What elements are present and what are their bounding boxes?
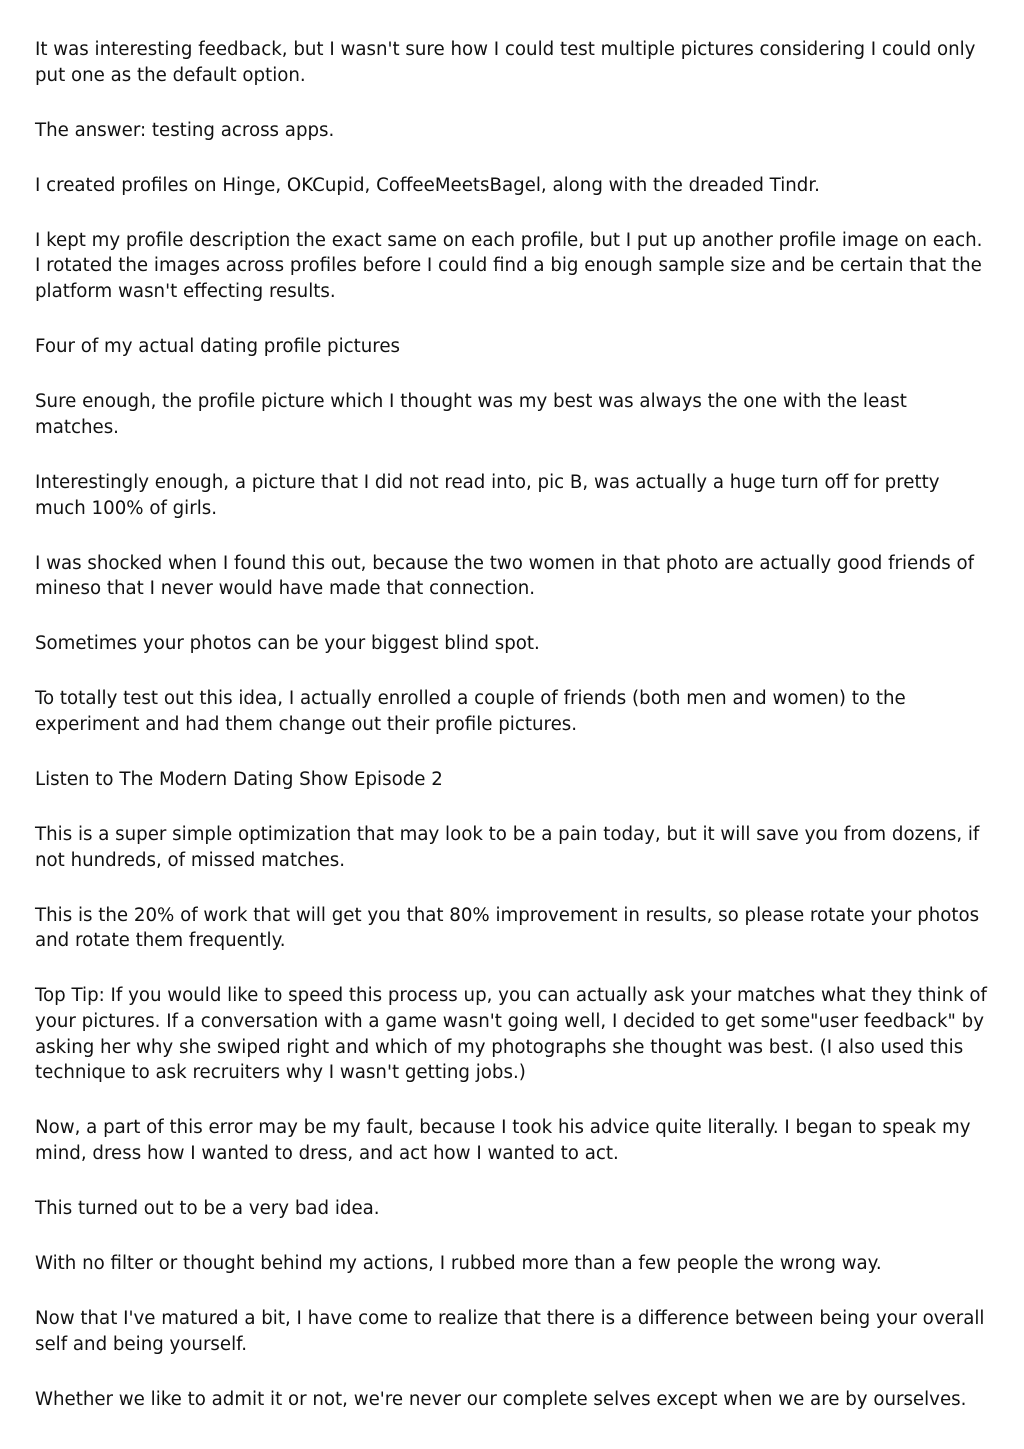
paragraph: It was interesting feedback, but I wasn't sure how I could test multiple pictures considering I could only put one as the default option. <box>35 39 976 86</box>
paragraph: This is a super simple optimization that may look to be a pain today, but it will save you from dozens, if not hundreds, of missed matches. <box>35 823 980 871</box>
top-tip-paragraph: Top Tip: If you would like to speed this process up, you can actually ask your matches what they think of your pictures. If a conversation with a game wasn't going well, I decided to get some"user feedback" by asking her why she swiped right and which of my photographs she thought was best. (I also used this technique to ask recruiters why I wasn't getting jobs.) <box>35 985 987 1084</box>
paragraph: This turned out to be a very bad idea. <box>35 1198 380 1220</box>
paragraph: I created profiles on Hinge, OKCupid, CoffeeMeetsBagel, along with the dreaded Tindr. <box>35 174 820 196</box>
paragraph: I was shocked when I found this out, because the two women in that photo are actually good friends of mineso that I never would have made that connection. <box>35 552 975 600</box>
paragraph: This is the 20% of work that will get you that 80% improvement in results, so please rotate your photos and rotate them frequently. <box>35 904 980 952</box>
paragraph: Now, a part of this error may be my fault, because I took his advice quite literally. I began to speak my mind, dress how I wanted to dress, and act how I wanted to act. <box>35 1117 971 1165</box>
paragraph: With no filter or thought behind my actions, I rubbed more than a few people the wrong way. <box>35 1253 882 1275</box>
paragraph: Interestingly enough, a picture that I did not read into, pic B, was actually a huge turn off for pretty much 100% of girls. <box>35 471 940 519</box>
paragraph: To totally test out this idea, I actually enrolled a couple of friends (both men and women) to the experiment and had them change out their profile pictures. <box>35 688 906 735</box>
paragraph: Whether we like to admit it or not, we're never our complete selves except when we are by ourselves. <box>35 1388 967 1410</box>
paragraph: Now that I've matured a bit, I have come to realize that there is a difference between being your overall self and being yourself. <box>35 1308 985 1355</box>
image-caption: Four of my actual dating profile pictures <box>35 336 401 358</box>
paragraph: I kept my profile description the exact same on each profile, but I put up another profile image on each. I rotated the images across profiles before I could find a big enough sample size and be certain that the platform wasn't effecting results. <box>35 229 983 303</box>
paragraph: Sometimes your photos can be your biggest blind spot. <box>35 633 540 655</box>
paragraph: The answer: testing across apps. <box>35 119 335 141</box>
podcast-reference: Listen to The Modern Dating Show Episode 2 <box>35 768 443 790</box>
paragraph: Sure enough, the profile picture which I thought was my best was always the one with the least matches. <box>35 391 907 438</box>
